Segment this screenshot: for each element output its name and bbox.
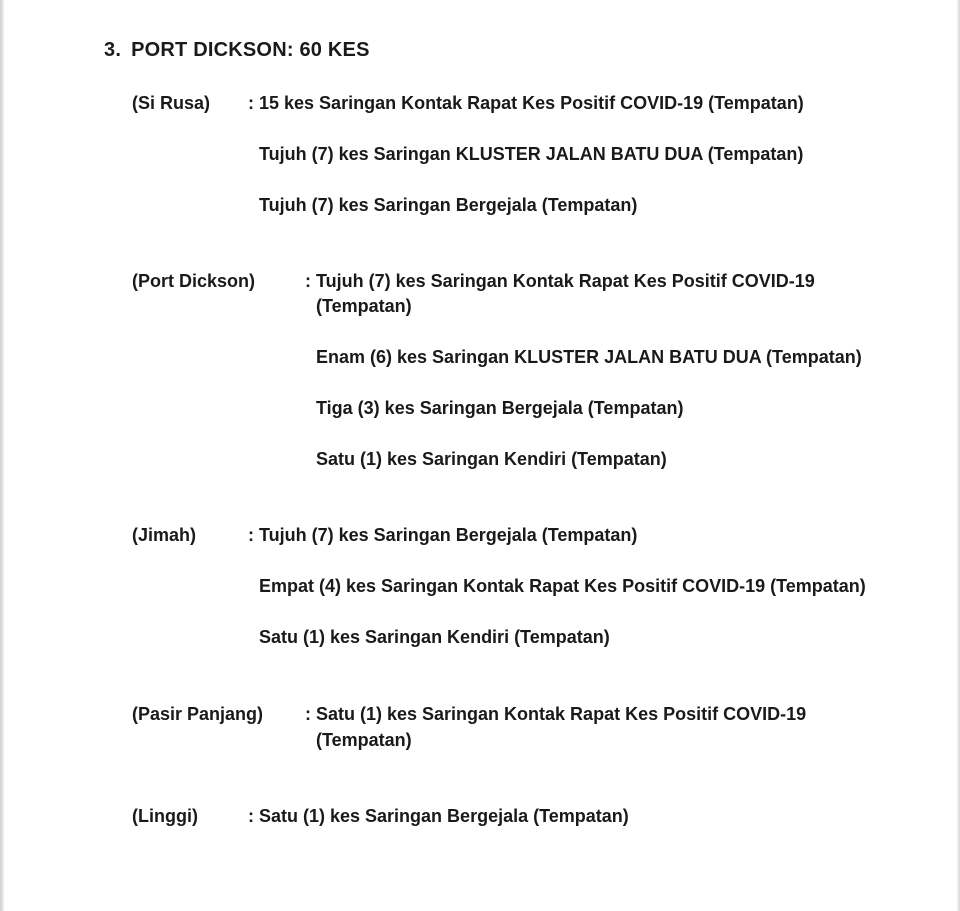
area-label-pasir-panjang: (Pasir Panjang) — [132, 704, 264, 724]
port-dickson-line-1: : Tujuh (7) kes Saringan Kontak Rapat Kes Positif COVID-19 — [305, 271, 815, 291]
port-dickson-line-2: Enam (6) kes Saringan KLUSTER JALAN BATU DUA (Tempatan) — [316, 347, 862, 367]
heading-title: PORT DICKSON — [131, 39, 287, 61]
port-dickson-line-3: Tiga (3) kes Saringan Bergejala (Tempatan) — [316, 398, 684, 418]
section-heading — [104, 38, 370, 62]
jimah-line-2: Empat (4) kes Saringan Kontak Rapat Kes Positif COVID-19 (Tempatan) — [259, 576, 866, 596]
si-rusa-line-3: Tujuh (7) kes Saringan Bergejala (Tempatan) — [259, 195, 638, 215]
heading-separator: : — [286, 39, 294, 61]
page-edge-left — [0, 0, 4, 911]
area-label-port-dickson: (Port Dickson) — [132, 271, 256, 291]
si-rusa-line-1: : 15 kes Saringan Kontak Rapat Kes Positif COVID-19 (Tempatan) — [248, 93, 804, 113]
port-dickson-line-4: Satu (1) kes Saringan Kendiri (Tempatan) — [316, 449, 667, 469]
area-label-jimah: (Jimah) — [132, 525, 197, 545]
heading-number: 3. — [104, 39, 122, 61]
heading-total: 60 KES — [299, 39, 370, 61]
jimah-line-3: Satu (1) kes Saringan Kendiri (Tempatan) — [259, 627, 610, 647]
pasir-panjang-line-1: : Satu (1) kes Saringan Kontak Rapat Kes Positif COVID-19 — [305, 704, 807, 724]
area-label-si-rusa: (Si Rusa) — [132, 93, 211, 113]
pasir-panjang-line-1-cont: (Tempatan) — [316, 730, 412, 750]
linggi-line-1: : Satu (1) kes Saringan Bergejala (Tempatan) — [248, 806, 629, 826]
port-dickson-line-1-cont: (Tempatan) — [316, 296, 412, 316]
area-label-linggi: (Linggi) — [132, 806, 198, 826]
jimah-line-1: : Tujuh (7) kes Saringan Bergejala (Tempatan) — [248, 525, 638, 545]
si-rusa-line-2: Tujuh (7) kes Saringan KLUSTER JALAN BATU DUA (Tempatan) — [259, 144, 804, 164]
